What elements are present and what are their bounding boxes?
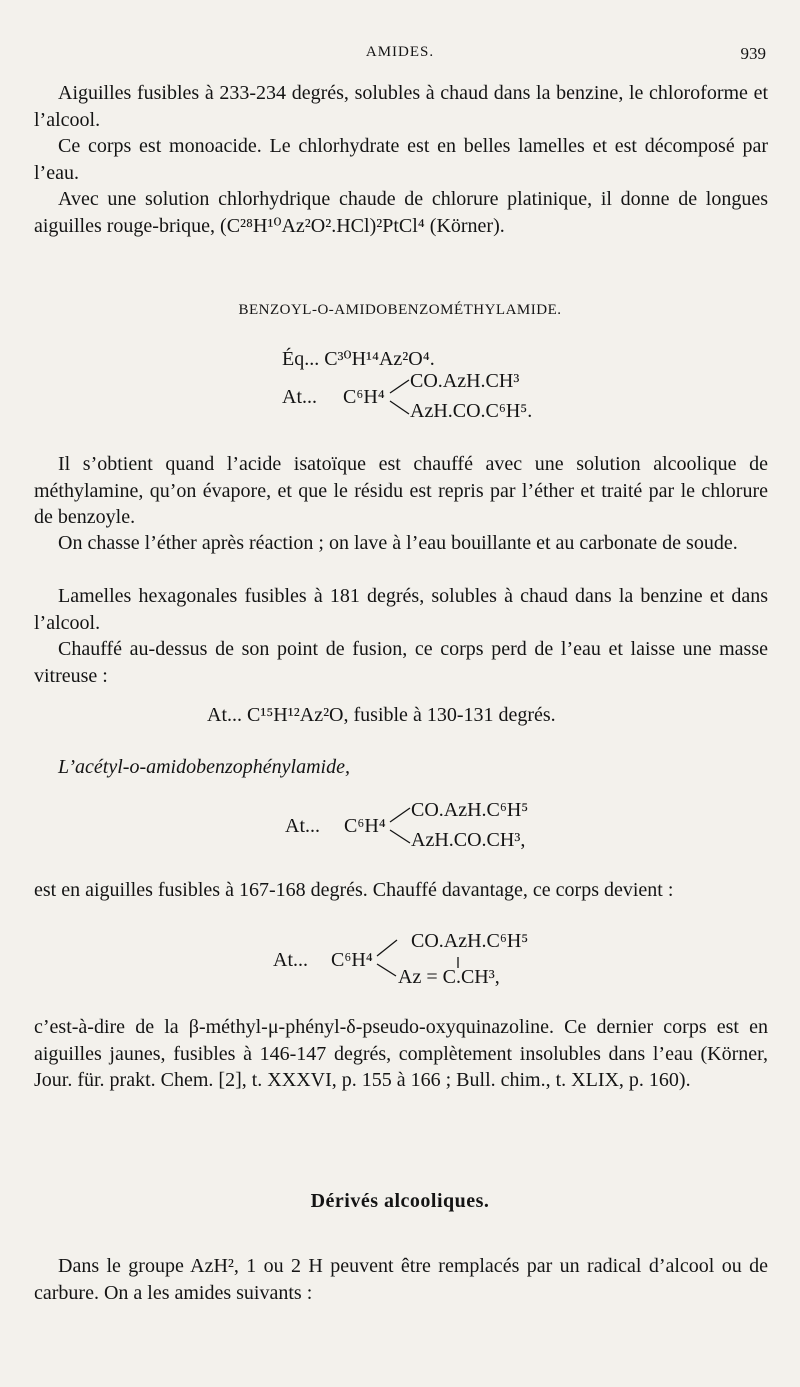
paragraph-heating: Chauffé au-dessus de son point de fusion, ce corps perd de l’eau et laisse une masse vitreuse : (34, 638, 768, 687)
acetyl-title: L’acétyl-o-amidobenzophénylamide, (58, 756, 350, 778)
formula-equivalents: Éq... C³⁰H¹⁴Az²O⁴. (282, 348, 435, 370)
paragraph-quinazoline: c’est-à-dire de la β-méthyl-μ-phényl-δ-pseudo-oxyquinazoline. Ce dernier corps est en aiguilles jaunes, fusibles à 146-147 degrés, complètement insolubles dans l’eau (Körner, Jour. für. prakt. Chem. [2], t. XXXVI, p. 155 à 166 ; Bull. chim., t. XLIX, p. 160). (34, 1016, 768, 1091)
formula-vitreous: At... C¹⁵H¹²Az²O, fusible à 130-131 degrés. (207, 704, 556, 726)
section-title: Dérivés alcooliques. (310, 1190, 490, 1212)
page-number: 939 (740, 44, 766, 63)
paragraph-washing: On chasse l’éther après réaction ; on lave à l’eau bouillante et au carbonate de soude. (58, 532, 738, 554)
running-title: AMIDES. (365, 44, 435, 60)
compound-heading: BENZOYL-O-AMIDOBENZOMÉTHYLAMIDE. (238, 302, 562, 318)
paragraph-fusibility: Aiguilles fusibles à 233-234 degrés, solubles à chaud dans la benzine, le chloroforme et l’alcool. (34, 82, 768, 131)
paragraph-monoacid: Ce corps est monoacide. Le chlorhydrate est en belles lamelles et est décomposé par l’eau. (34, 135, 768, 184)
paragraph-needles: est en aiguilles fusibles à 167-168 degrés. Chauffé davantage, ce corps devient : (34, 879, 674, 901)
paragraph-preparation: Il s’obtient quand l’acide isatoïque est chauffé avec une solution alcoolique de méthylamine, qu’on évapore, et que le résidu est repris par l’éther et traité par le chlorure de benzoyle. (34, 453, 768, 528)
page: AMIDES. 939 Aiguilles fusibles à 233-234 degrés, solubles à chaud dans la benzine, le chloroforme et l’alcool. Ce corps est monoacide. Le chlorhydrate est en belles lamelles et est décomposé par l’eau. Avec une solution chlorhydrique chaude de chlorure platinique, il donne de longues aiguilles rouge-brique, (C²⁸H¹⁰Az²O².HCl)²PtCl⁴ (Körner). BENZOYL-O-AMIDOBENZOMÉTHYLAMIDE. Éq... C³⁰H¹⁴Az²O⁴. At... C⁶H⁴ CO.AzH.CH³ AzH.CO.C⁶H⁵. Il s’obtient quand l’acide isatoïque est chauffé avec une solution alcoolique de méthylamine, qu’on évapore, et que le résidu est repris par l’éther et traité par le chlorure de benzoyle. On chasse l’éther après réaction ; on lave à l’eau bouillante et au carbonate de soude. Lamelles hexagonales fusibles à 181 degrés, solubles à chaud dans la benzine et dans l’alcool. Chauffé au-dessus de son point de fusion, ce corps perd de l’eau et laisse une masse vitreuse : At... C¹⁵H¹²Az²O, fusible à 130-131 degrés. L’acétyl-o-amidobenzophénylamide, At... C⁶H⁴ CO.AzH.C⁶H⁵ AzH.CO.CH³, est en aiguilles fusibles à 167-168 degrés. Chauffé davantage, ce corps devient : At... C⁶H⁴ CO.AzH.C⁶H⁵ Az = C.CH³, c’est-à-dire de la β-méthyl-μ-phényl-δ-pseudo-oxyquinazoline. Ce dernier corps est en aiguilles jaunes, fusibles à 146-147 degrés, complètement insolubles dans l’eau (Körner, Jour. für. prakt. Chem. [2], t. XXXVI, p. 155 à 166 ; Bull. chim., t. XLIX, p. 160). Dérivés alcooliques. Dans le groupe AzH², 1 ou 2 H peuvent être remplacés par un radical d’alcool ou de carbure. On a les amides suivants : (0, 0, 800, 1387)
paragraph-alcohol-derivatives: Dans le groupe AzH², 1 ou 2 H peuvent être remplacés par un radical d’alcool ou de carbure. On a les amides suivants : (34, 1255, 768, 1304)
paragraph-lamelles: Lamelles hexagonales fusibles à 181 degrés, solubles à chaud dans la benzine et dans l’alcool. (34, 585, 768, 634)
paragraph-platinic: Avec une solution chlorhydrique chaude de chlorure platinique, il donne de longues aiguilles rouge-brique, (C²⁸H¹⁰Az²O².HCl)²PtCl⁴ (Körner). (34, 188, 768, 237)
